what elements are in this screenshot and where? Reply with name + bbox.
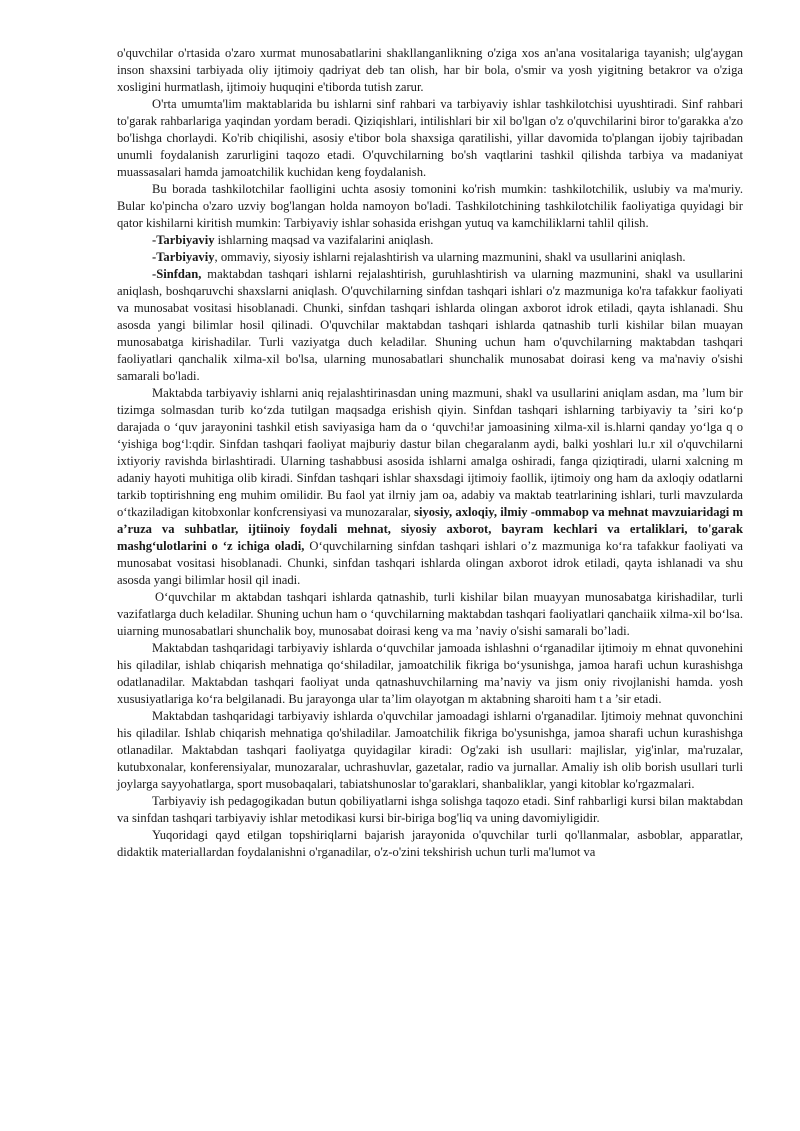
document-page (117, 45, 743, 861)
paragraph-8: O‘quvchilar m aktabdan tashqari ishlarda qatnashib, turli kishilar bilan muayyan munosabatga kirishadilar, turli vazifatlarga duch keladilar. Shuning uchun ham o ‘quvchilarning maktabdan tashqari faoliyatlari qanchaiik xilma-xil bo‘lsa. uiarning munosabatlari shunchalik boy, munosabat doirasi keng va ma ’naviy o'sishi samarali bo’ladi. (117, 590, 743, 638)
paragraph-12: Yuqoridagi qayd etilgan topshiriqlarni bajarish jarayonida o'quvchilar turli qo'llanmalar, asboblar, apparatlar, didaktik materiallardan foydalanishni o'rganadilar, o'z-o'zini tekshirish uchun turli ma'lumot va (117, 828, 743, 859)
paragraph-3: Bu borada tashkilotchilar faolligini uchta asosiy tomonini ko'rish mumkin: tashkilotchilik, uslubiy va ma'muriy. Bular ko'pincha o'zaro uzviy bog'langan holda namoyon bo'ladi. Tashkilotchining tashkilotchilik faoliyatiga quyidagi bir qator kishilarni kiritish mumkin: Tarbiyaviy ishlar sohasida erishgan yutuq va kamchiliklarni tahlil qilish. (117, 182, 743, 230)
paragraph-4: -Tarbiyaviy ishlarning maqsad va vazifalarini aniqlash. (152, 233, 434, 247)
paragraph-7: Maktabda tarbiyaviy ishlarni aniq rejalashtirinasdan uning mazmuni, shakl va usullarini aniqlam asdan, ma ʼlum bir tizimga solmasdan turib ko‘zda tutilgan maqsadga erishish qiyin. Sinfdan tashqari ishlarning tarbiyaviy ta ʼsiri ko‘p darajada o ‘quv jarayonini tashkil etish saviyasiga ham da o ‘quvchi!ar jamoasining xilma-xil is.hlarni qanday yo‘lga q o ‘yishiga bog‘l:qdir. Sinfdan tashqari faoliyat majburiy dastur bilan chegaralanm aydi, balki yoshlari lu.r xil o'quvchilarni ixtiyoriy ravishda birlashtiradi. Ularning tashabbusi asosida ishlarni amalga oshiradi, fanga qiziqtiradi, ularni xalcning m adaniy hayoti muhitiga olib kiradi. Sinfdan tashqari ishlar shaxsdagi ijtimoiy faollik, ijtimoiy ong ham da axloqiy odatlarni tarkib toptirishning eng muhim omilidir. Bu faol yat ilrniy jam oa, adabiy va maktab teatrlarining ishlari, turli mavzularda oʻtkaziladigan kitobxonlar konfcrensiyasi va munozaralar, siyosiy, axloqiy, ilmiy -ommabop va mehnat mavzuiaridagi m a’ruza va suhbatlar, ijtiinoiy foydali mehnat, siyosiy axborot, bayram kechlari va ertaliklari, to'garak mashg‘ulotlarini o ‘z ichiga oladi, O‘quvchilarning sinfdan tashqari ishlari o’z mazmuniga ko‘ra tafakkur faoliyati va munosabat vositasi hisoblanadi. Chunki, sinfdan tashqari ishlarda olingan axborot idrok etiladi, qayta ishlanadi va shu asosda yangi bilimlar hosil qil inadi. (117, 386, 743, 587)
paragraph-10: Maktabdan tashqaridagi tarbiyaviy ishlarda o'quvchilar jamoadagi ishlarni o'rganadilar. Ijtimoiy mehnat quvonchini his qiladilar. Ishlab chiqarish mehnatiga qo'shiladilar. Jamoatchilik fikriga bo'ysunishga, jamoa sharafi uchun kurashishga otlanadilar. Maktabdan tashqari faoliyatga quyidagilar kiradi: Og'zaki ish usullari: majlislar, yig'inlar, ma'ruzalar, kutubxonalar, konferensiyalar, munozaralar, uchrashuvlar, gazetalar, radio va jurnallar. Amaliy ish olib borish usullari turli joylarga sayyohatlarga, sport musobaqalari, tabiatshunoslar to'garaklari, shanbaliklar, yangi kitoblar ko'rgazmalari. (117, 709, 743, 791)
paragraph-11: Tarbiyaviy ish pedagogikadan butun qobiliyatlarni ishga solishga taqozo etadi. Sinf rahbarligi kursi bilan maktabdan va sinfdan tashqari tarbiyaviy ishlar metodikasi kursi bir-biriga bog'liq va uning davomiyligidir. (117, 794, 743, 825)
paragraph-2: O'rta umumta'lim maktablarida bu ishlarni sinf rahbari va tarbiyaviy ishlar tashkilotchisi uyushtiradi. Sinf rahbari to'garak rahbarlariga yaqindan yordam beradi. Qiziqishlari, intilishlari bir xil bo'lgan o'z o'quvchilarini biror to'garakka a'zo bo'lishga chorlaydi. Ko'rib chiqilishi, asosiy e'tibor bola shaxsiga qaratilishi, yillar davomida to'plangan ijobiy tajribadan unumli foydalanish zarurligini taqozo etadi. O'quvchilarning bo'sh vaqtlarini tashkil qilishda tarbiya va madaniyat muassasalari hamda jamoatchilik kuchidan keng foydalanish. (117, 97, 743, 179)
paragraph-6: -Sinfdan, maktabdan tashqari ishlarni rejalashtirish, guruhlashtirish va ularning mazmunini, shakl va usullarini aniqlash, boshqaruvchi shaxslarni aniqlash. O'quvchilarning sinfdan tashqari ishlari o'z mazmuniga ko'ra tafakkur faoliyati va munosabat vositasi hisoblanadi. Chunki, sinfdan tashqari ishlarda olingan axborot idrok etiladi, qayta ishlanadi. Shu asosda yangi bilimlar hosil qilinadi. O'quvchilar maktabdan tashqari ishlarda qatnashib turli kishilar bilan muayan munosabatga kirishadilar. Turli vaziyatga duch keladilar. Shuning uchun ham o'quvchilarning maktabdan tashqari faoliyatlari qanchalik xilma-xil bo'lsa, ularning munosabatlari shunchalik munosabat doirasi keng va ma'naviy o'sishi samarali bo'ladi. (117, 267, 743, 383)
paragraph-9: Maktabdan tashqaridagi tarbiyaviy ishlarda o‘quvchilar jamoada ishlashni o‘rganadilar ijtimoiy m ehnat quvonehini his qiladilar, ishlab chiqarish mehnatiga qo‘shiladilar, jamoatchilik fikriga bo‘ysunishga, jamoa harafi uchun kurashishga odatlanadilar. Maktabdan tashqari faoliyat unda qatnashuvchilarning ma’naviy va jism oniy rivojlanishi hamda. yosh xususiyatlariga ko‘ra belgilanadi. Bu jarayonga ular ta’lim olayotgan m aktabning sharoiti ham t a ’sir etadi. (117, 641, 743, 706)
paragraph-1: o'quvchilar o'rtasida o'zaro xurmat munosabatlarini shakllanganlikning o'ziga xos an'ana vositalariga tayanish; ulg'aygan inson shaxsini tarbiyada oliy ijtimoiy qadriyat deb tan olish, har bir bola, o'smir va yosh yigitning betakror va o'ziga xosligini hurmatlash, ijtimoiy huquqini e'tiborda tutish zarur. (117, 46, 743, 94)
paragraph-5: -Tarbiyaviy, ommaviy, siyosiy ishlarni rejalashtirish va ularning mazmunini, shakl va usullarini aniqlash. (152, 250, 686, 264)
